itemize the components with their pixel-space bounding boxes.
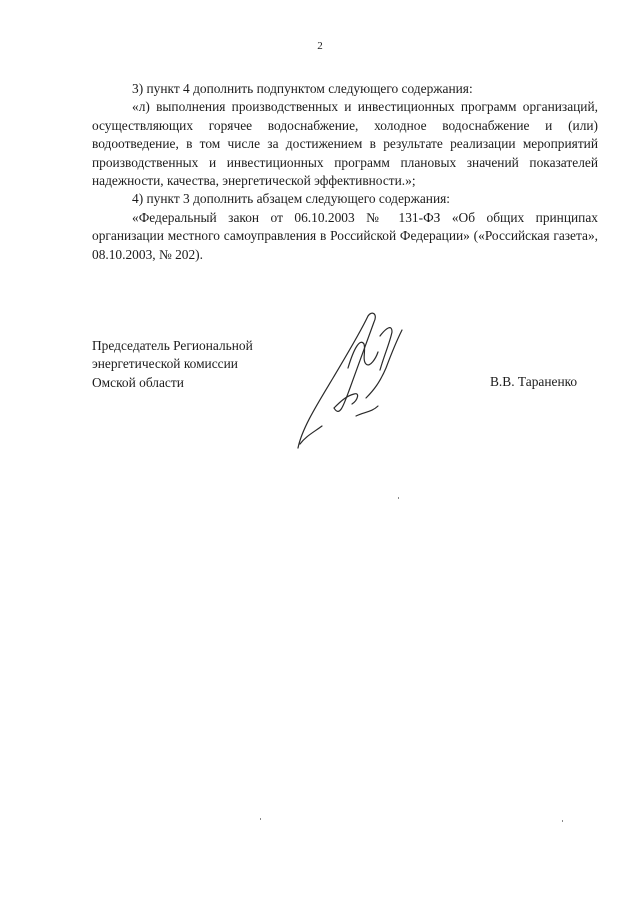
position-line: энергетической комиссии [92, 356, 238, 372]
paragraph-subitem-l: «л) выполнения производственных и инвестиционных программ организаций, осуществляющих горячее водоснабжение, холодное водоснабжение и (или) водоотведение, в том числе за достижением в результате реализации мероприятий производственных и инвестиционных программ плановых значений показателей надежности, качества, энергетической эффективности.»; [92, 99, 598, 189]
document-body [92, 80, 598, 264]
scan-speck [398, 497, 399, 499]
signatory-name: В.В. Тараненко [490, 374, 578, 389]
signatory-position [92, 337, 253, 392]
position-line: Омской области [92, 374, 184, 390]
page-number: 2 [317, 40, 323, 52]
scan-speck [260, 818, 261, 820]
paragraph-item-4: 4) пункт 3 дополнить абзацем следующего содержания: [132, 191, 451, 207]
position-line: Председатель Региональной [92, 338, 253, 353]
scan-speck [562, 820, 563, 822]
paragraph-item-3: 3) пункт 4 дополнить подпунктом следующего содержания: [132, 81, 473, 96]
handwritten-signature [288, 308, 418, 458]
paragraph-federal-law: «Федеральный закон от 06.10.2003 № 131-ФЗ «Об общих принципах организации местного самоуправления в Российской Федерации» («Российская газета», 08.10.2003, № 202). [92, 209, 598, 262]
